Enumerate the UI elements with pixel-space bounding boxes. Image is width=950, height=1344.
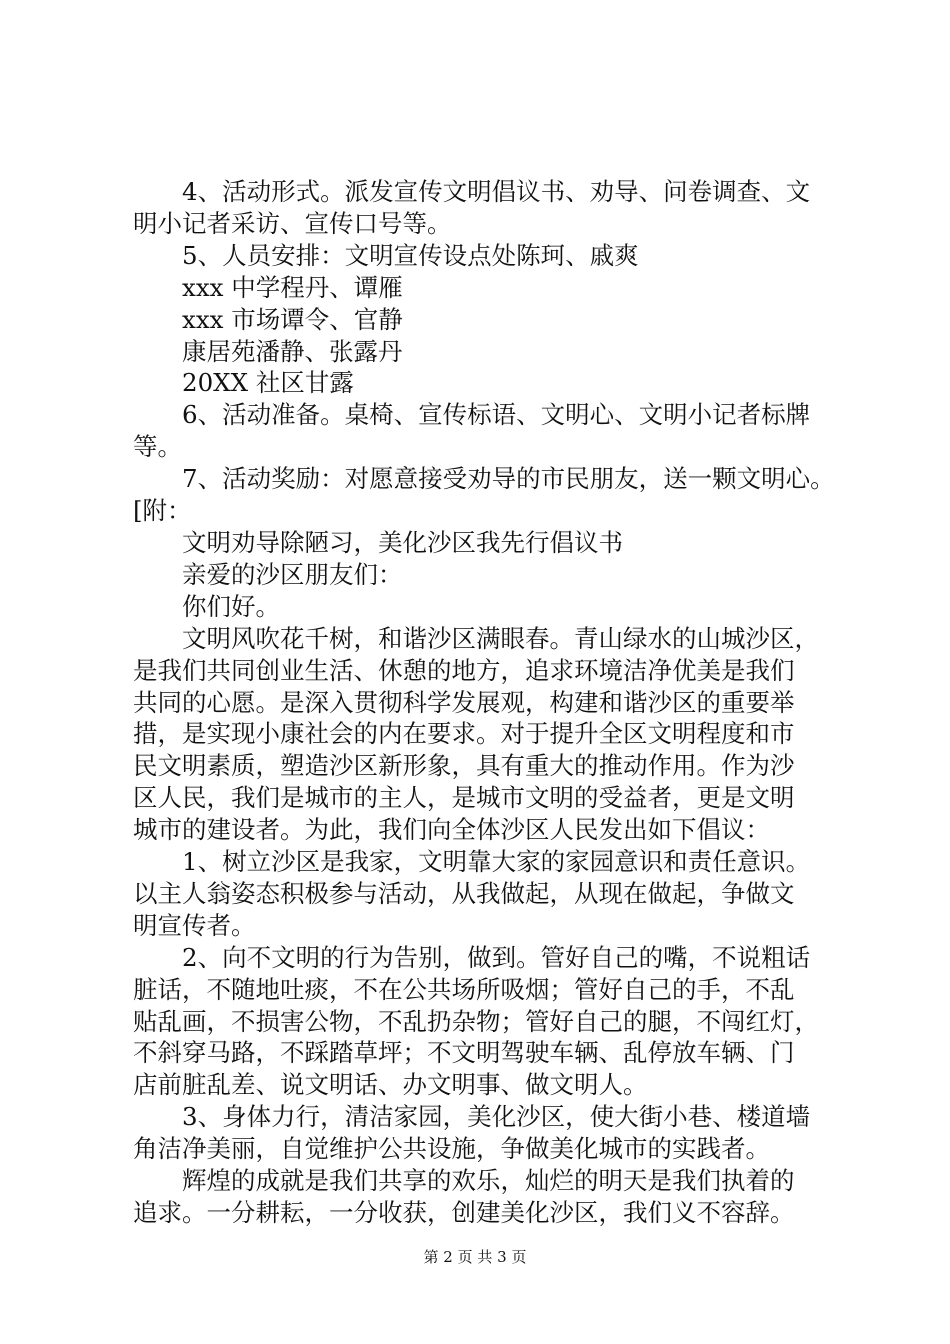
text-line: 明宣传者。 bbox=[133, 910, 256, 940]
text-line: 是我们共同创业生活、休憩的地方，追求环境洁净优美是我们 bbox=[133, 655, 795, 685]
text-line: 辉煌的成就是我们共享的欢乐，灿烂的明天是我们执着的 bbox=[182, 1166, 795, 1196]
text-line: 措，是实现小康社会的内在要求。对于提升全区文明程度和市 bbox=[133, 719, 795, 749]
text-line: 文明风吹花千树，和谐沙区满眼春。青山绿水的山城沙区， bbox=[182, 623, 819, 653]
text-line: 贴乱画，不损害公物，不乱扔杂物；管好自己的腿，不闯红灯， bbox=[133, 1006, 819, 1036]
text-line: 店前脏乱差、说文明话、办文明事、做文明人。 bbox=[133, 1070, 648, 1100]
text-line: 康居苑潘静、张露丹 bbox=[182, 336, 403, 366]
text-line: 1、树立沙区是我家，文明靠大家的家园意识和责任意识。 bbox=[182, 847, 811, 877]
text-line: 明小记者采访、宣传口号等。 bbox=[133, 208, 452, 238]
text-line: xxx 中学程丹、谭雁 bbox=[182, 272, 403, 302]
text-line: 你们好。 bbox=[182, 591, 280, 621]
text-line: 文明劝导除陋习，美化沙区我先行倡议书 bbox=[182, 527, 623, 557]
text-line: 角洁净美丽，自觉维护公共设施，争做美化城市的实践者。 bbox=[133, 1134, 770, 1164]
text-line: 6、活动准备。桌椅、宣传标语、文明心、文明小记者标牌 bbox=[182, 400, 811, 430]
text-line: xxx 市场谭令、官静 bbox=[182, 304, 403, 334]
text-line: 3、身体力行，清洁家园，美化沙区，使大街小巷、楼道墙 bbox=[182, 1102, 811, 1132]
page-footer: 第 2 页 共 3 页 bbox=[423, 1248, 527, 1266]
text-line: 共同的心愿。是深入贯彻科学发展观，构建和谐沙区的重要举 bbox=[133, 687, 795, 717]
text-line: 不斜穿马路，不踩踏草坪；不文明驾驶车辆、乱停放车辆、门 bbox=[133, 1038, 795, 1068]
document-body bbox=[133, 176, 833, 1229]
text-line: 追求。一分耕耘，一分收获，创建美化沙区，我们义不容辞。 bbox=[133, 1198, 795, 1227]
text-line: 5、人员安排：文明宣传设点处陈珂、戚爽 bbox=[182, 240, 639, 270]
text-line: 2、向不文明的行为告别，做到。管好自己的嘴，不说粗话 bbox=[182, 942, 811, 972]
text-line: 民文明素质，塑造沙区新形象，具有重大的推动作用。作为沙 bbox=[133, 751, 795, 781]
text-line: 20XX 社区甘露 bbox=[182, 368, 354, 398]
text-line: 脏话，不随地吐痰，不在公共场所吸烟；管好自己的手，不乱 bbox=[133, 974, 795, 1004]
text-line: 区人民，我们是城市的主人，是城市文明的受益者，更是文明 bbox=[133, 783, 795, 813]
text-line: [附： bbox=[133, 496, 192, 526]
text-line: 亲爱的沙区朋友们： bbox=[182, 559, 403, 589]
text-line: 城市的建设者。为此，我们向全体沙区人民发出如下倡议： bbox=[133, 815, 770, 845]
text-line: 等。 bbox=[133, 432, 182, 462]
text-line: 4、活动形式。派发宣传文明倡议书、劝导、问卷调查、文 bbox=[182, 177, 811, 206]
text-line: 以主人翁姿态积极参与活动，从我做起，从现在做起，争做文 bbox=[133, 878, 795, 908]
text-line: 7、活动奖励：对愿意接受劝导的市民朋友，送一颗文明心。 bbox=[182, 464, 835, 494]
